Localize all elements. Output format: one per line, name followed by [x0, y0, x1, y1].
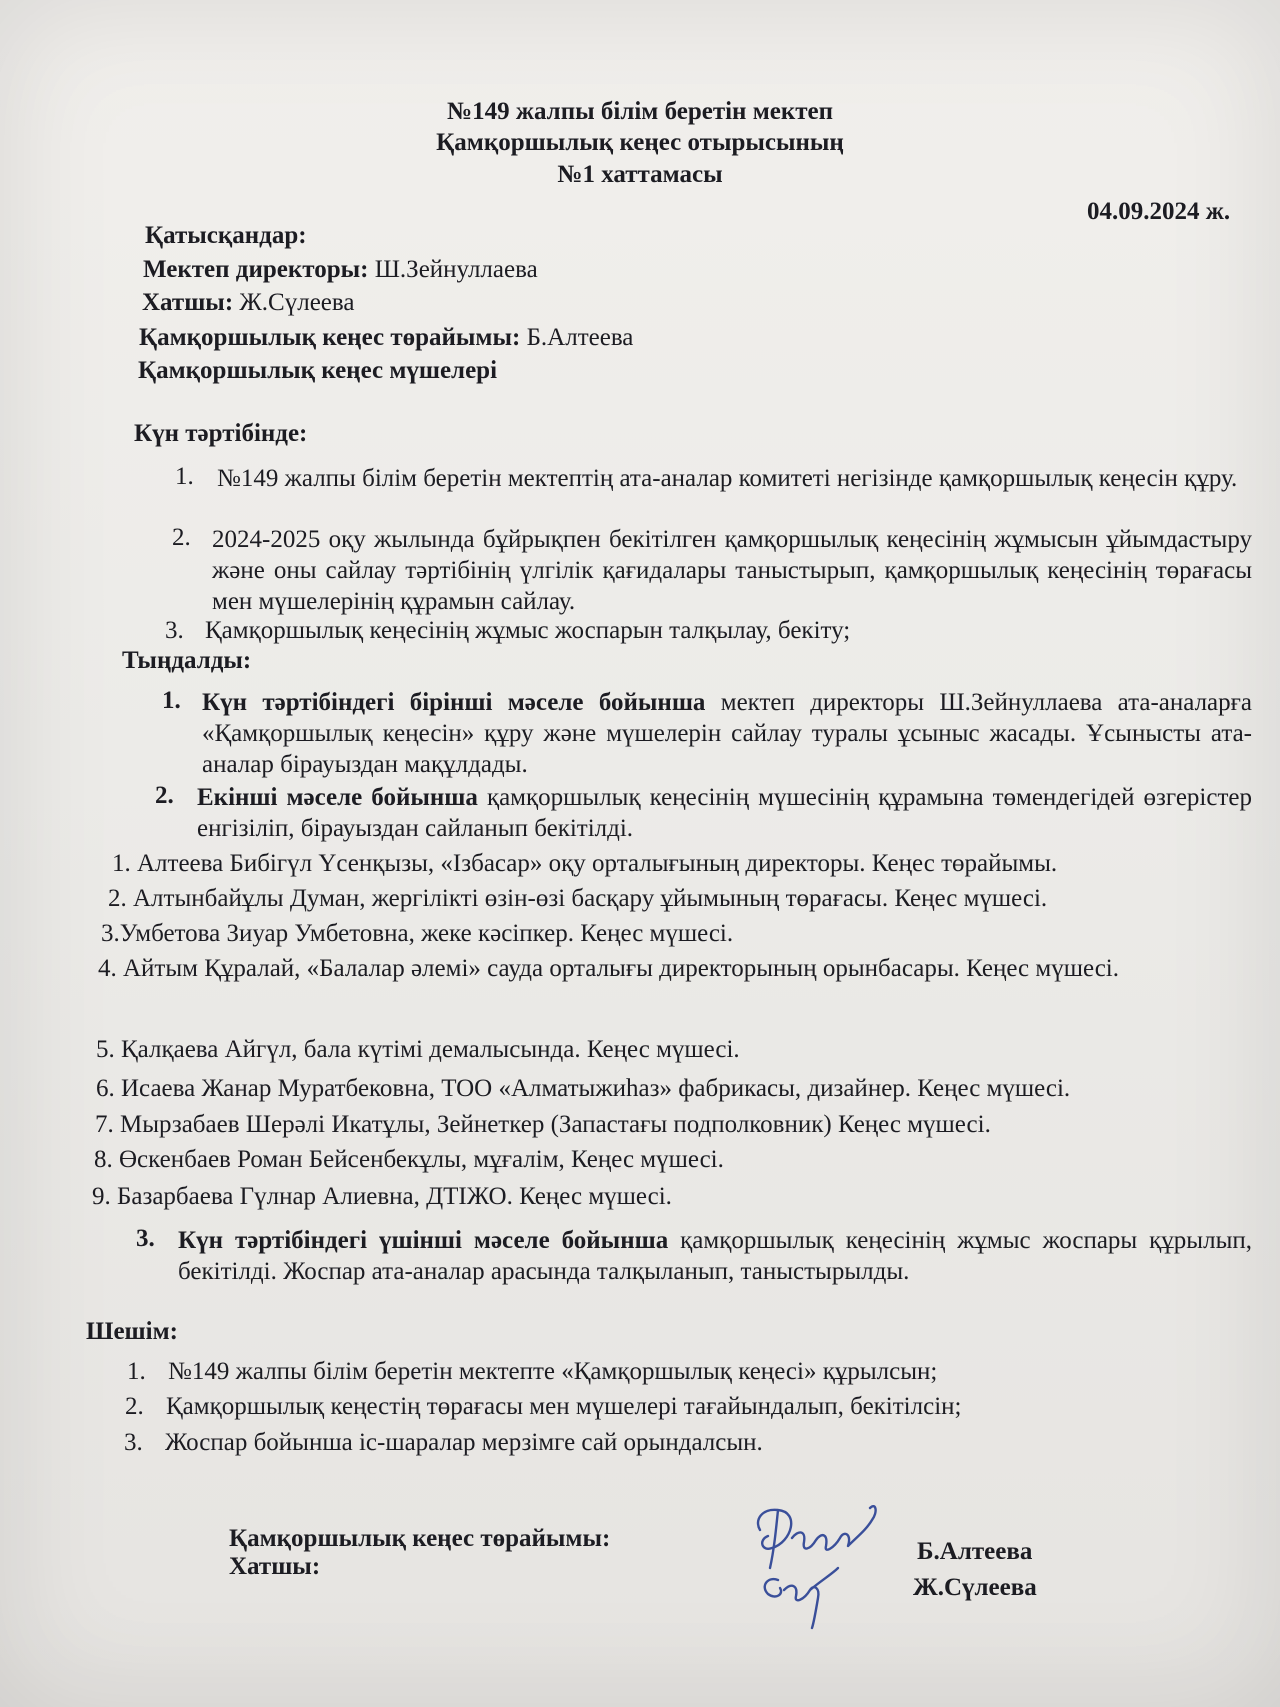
member-row-7: 7. Мырзабаев Шерәлі Икатұлы, Зейнеткер (Запастағы подполковник) Кеңес мүшесі.	[95, 1111, 991, 1138]
heard-item-1	[202, 687, 1252, 780]
heard-item-3-text: қамқоршылық кеңесінің жұмыс жоспары құрылып, бекітілді. Жоспар ата-аналар арасында талқыланып, таныстырылды.	[178, 1227, 1252, 1285]
attendee-members: Қамқоршылық кеңес мүшелері	[138, 357, 498, 384]
agenda-item-3-number: 3.	[165, 617, 184, 644]
attendee-secretary	[142, 289, 354, 317]
title-council-meeting: Қамқоршылық кеңес отырысының	[436, 129, 844, 156]
attendee-chair	[139, 324, 633, 352]
signature-secretary-label: Хатшы:	[229, 1553, 321, 1580]
attendee-director	[143, 256, 538, 284]
heard-item-3-number: 3.	[136, 1225, 155, 1252]
heard-item-2-lead: Екінші мәселе бойынша	[197, 784, 478, 811]
chair-name: Б.Алтеева	[526, 324, 634, 351]
agenda-item-2-number: 2.	[172, 524, 191, 551]
chair-signature-stroke	[758, 1506, 876, 1568]
handwritten-signatures	[740, 1490, 900, 1630]
signature-chair-label: Қамқоршылық кеңес төрайымы:	[229, 1525, 611, 1552]
decision-item-1: №149 жалпы білім беретін мектепте «Қамқоршылық кеңесі» құрылсын;	[168, 1358, 938, 1385]
decision-heading: Шешім:	[86, 1318, 178, 1345]
decision-item-3-number: 3.	[124, 1429, 143, 1456]
signature-chair-name: Б.Алтеева	[917, 1538, 1033, 1565]
heard-item-1-number: 1.	[162, 687, 181, 714]
decision-item-1-number: 1.	[127, 1358, 146, 1385]
director-label: Мектеп директоры:	[143, 256, 369, 283]
signature-secretary-name: Ж.Сүлеева	[913, 1574, 1037, 1601]
member-row-9: 9. Базарбаева Гүлнар Алиевна, ДТІЖО. Кеңес мүшесі.	[92, 1183, 672, 1210]
member-row-4: 4. Айтым Құралай, «Балалар әлемі» сауда орталығы директорының орынбасары. Кеңес мүшесі.	[98, 955, 1119, 982]
heard-item-3	[178, 1225, 1252, 1287]
agenda-item-2: 2024-2025 оқу жылында бұйрықпен бекітілген қамқоршылық кеңесінің жұмысын ұйымдастыру және оны сайлау тәртібінің үлгілік қағидалары таныстырып, қамқоршылық кеңесінің төрағасы мен мүшелерінің құрамын сайлау.	[212, 526, 1252, 615]
member-row-2: 2. Алтынбайұлы Думан, жергілікті өзін-өзі басқару ұйымының төрағасы. Кеңес мүшесі.	[108, 885, 1048, 912]
member-row-6: 6. Исаева Жанар Муратбековна, ТОО «Алматыжиһаз» фабрикасы, дизайнер. Кеңес мүшесі.	[96, 1075, 1071, 1102]
secretary-signature-stroke	[765, 1568, 838, 1628]
chair-label: Қамқоршылық кеңес төрайымы:	[139, 324, 521, 351]
attendees-heading: Қатысқандар:	[145, 222, 307, 249]
director-name: Ш.Зейнуллаева	[374, 256, 538, 283]
agenda-item-1: №149 жалпы білім беретін мектептің ата-аналар комитеті негізінде қамқоршылық кеңесін құру.	[217, 465, 1238, 492]
title-protocol-number: №1 хаттамасы	[557, 161, 723, 188]
agenda-item-3: Қамқоршылық кеңесінің жұмыс жоспарын талқылау, бекіту;	[205, 617, 851, 644]
title-school: №149 жалпы білім беретін мектеп	[446, 98, 834, 125]
secretary-label: Хатшы:	[142, 289, 234, 316]
heard-item-2-number: 2.	[155, 782, 174, 809]
member-row-8: 8. Өскенбаев Роман Бейсенбекұлы, мұғалім, Кеңес мүшесі.	[94, 1146, 724, 1173]
heard-item-2-text: қамқоршылық кеңесінің мүшесінің құрамына төмендегідей өзгерістер енгізіліп, бірауыздан сайланып бекітілді.	[197, 784, 1252, 842]
agenda-heading: Күн тәртібінде:	[134, 420, 308, 447]
heard-heading: Тыңдалды:	[122, 647, 252, 674]
document-date: 04.09.2024 ж.	[1087, 198, 1231, 225]
member-row-3: 3.Умбетова Зиуар Умбетовна, жеке кәсіпкер. Кеңес мүшесі.	[101, 920, 734, 947]
agenda-item-1-number: 1.	[175, 463, 194, 490]
decision-item-2-number: 2.	[125, 1393, 144, 1420]
decision-item-3: Жоспар бойынша іс-шаралар мерзімге сай орындалсын.	[165, 1429, 763, 1456]
member-row-5: 5. Қалқаева Айгүл, бала күтімі демалысында. Кеңес мүшесі.	[96, 1036, 740, 1063]
member-row-1: 1. Алтеева Бибігүл Үсенқызы, «Ізбасар» оқу орталығының директоры. Кеңес төрайымы.	[112, 850, 1058, 877]
secretary-name: Ж.Сүлеева	[239, 289, 355, 316]
heard-item-3-lead: Күн тәртібіндегі үшінші мәселе бойынша	[178, 1227, 669, 1254]
heard-item-2	[197, 782, 1252, 844]
heard-item-1-lead: Күн тәртібіндегі бірінші мәселе бойынша	[202, 689, 706, 716]
decision-item-2: Қамқоршылық кеңестің төрағасы мен мүшелері тағайындалып, бекітілсін;	[166, 1393, 962, 1420]
heard-item-1-text: мектеп директоры Ш.Зейнуллаева ата-аналарға «Қамқоршылық кеңесін» құру және мүшелерін сайлау туралы ұсыныс жасады. Ұсынысты ата-аналар бірауыздан мақұлдады.	[202, 689, 1252, 778]
